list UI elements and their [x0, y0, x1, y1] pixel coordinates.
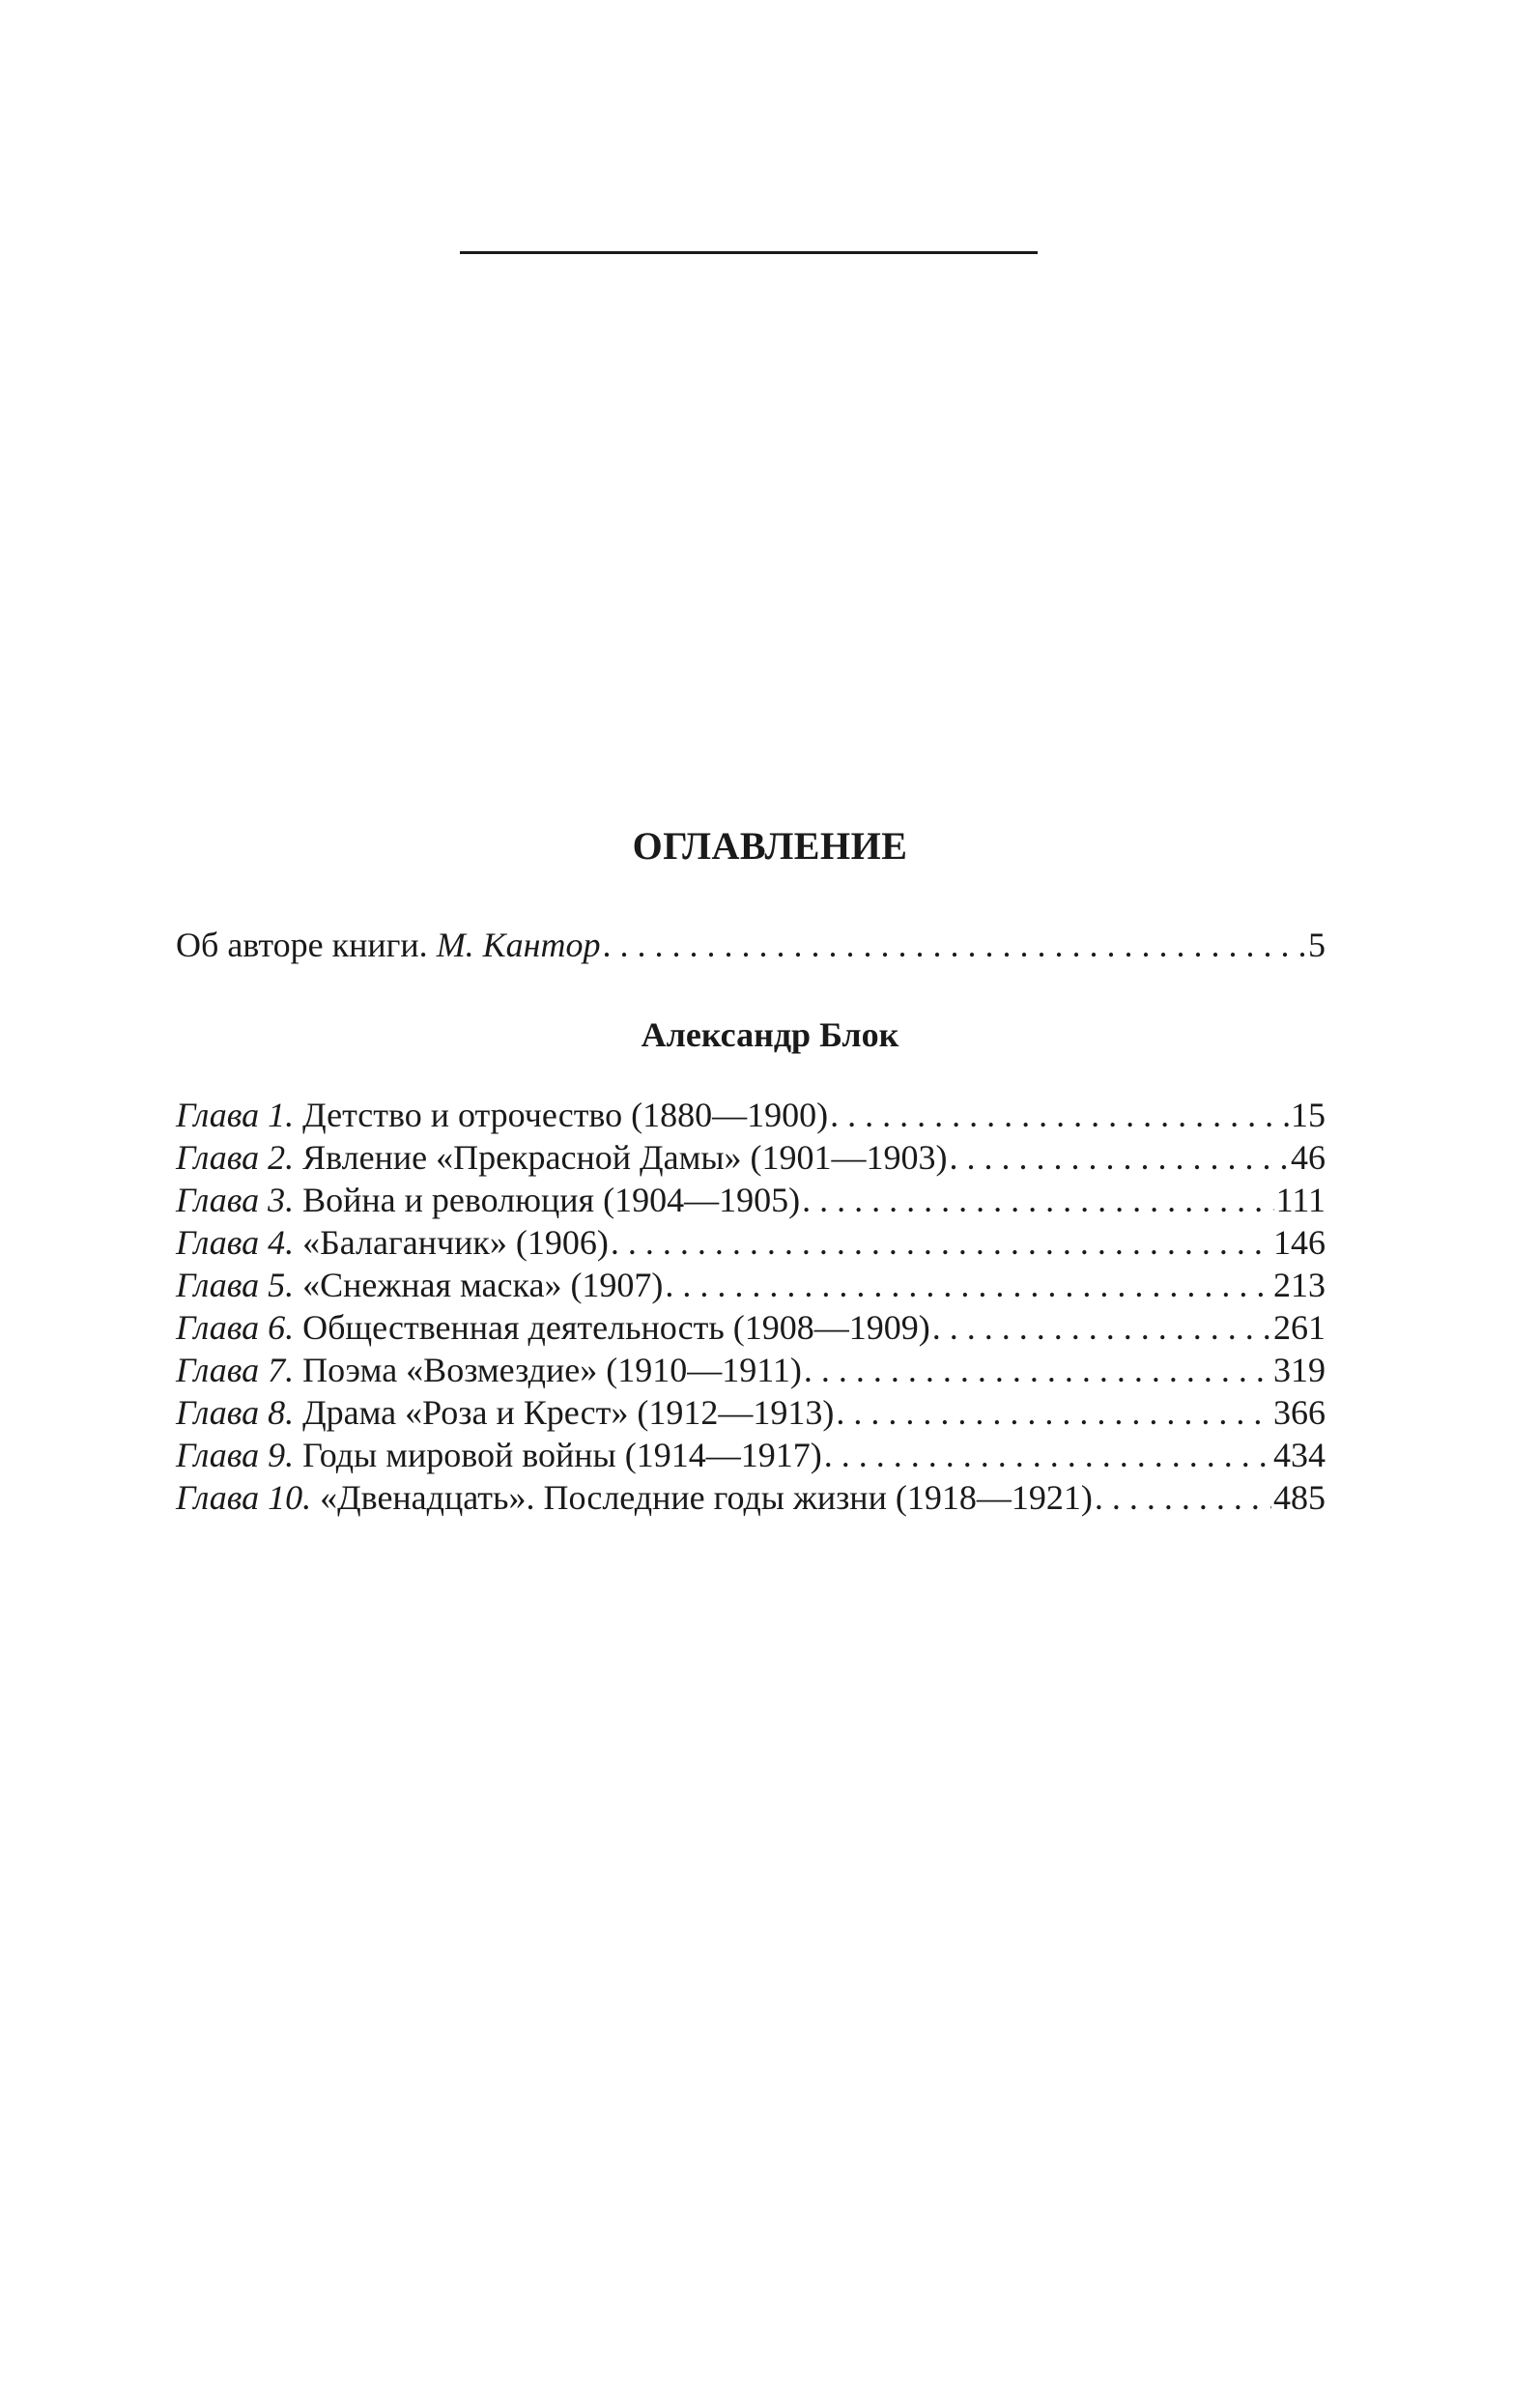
chapter-title: Годы мировой войны (1914—1917) — [302, 1436, 822, 1474]
dot-leader — [1095, 1476, 1271, 1519]
toc-intro-label: Об авторе книги. — [176, 926, 428, 964]
chapter-title: «Балаганчик» (1906) — [302, 1223, 609, 1262]
toc-entry-chapter-5[interactable] — [176, 1264, 1326, 1306]
toc-entry-chapter-4[interactable] — [176, 1221, 1326, 1264]
toc-entry-label — [176, 924, 600, 966]
toc-page-number: 434 — [1273, 1436, 1326, 1474]
top-rule — [460, 251, 1038, 254]
toc-entry-chapter-8[interactable] — [176, 1391, 1326, 1434]
dot-leader — [836, 1391, 1271, 1434]
dot-leader — [802, 1179, 1274, 1221]
chapter-prefix: Глава 4. — [176, 1223, 295, 1262]
toc-entry-intro[interactable] — [176, 924, 1326, 966]
section-heading: Александр Блок — [641, 1015, 899, 1054]
chapter-title: Детство и отрочество (1880—1900) — [302, 1096, 829, 1134]
toc-entry-chapter-7[interactable] — [176, 1349, 1326, 1391]
chapter-prefix: Глава 9. — [176, 1436, 295, 1474]
dot-leader — [804, 1349, 1271, 1391]
toc-page-number: 15 — [1291, 1096, 1326, 1134]
dot-leader — [932, 1306, 1271, 1349]
toc-entry-chapter-6[interactable] — [176, 1306, 1326, 1349]
chapter-prefix: Глава 6. — [176, 1308, 295, 1347]
toc-page-number: 146 — [1273, 1223, 1326, 1262]
chapter-prefix: Глава 2. — [176, 1138, 295, 1177]
toc-entry-chapter-9[interactable] — [176, 1434, 1326, 1476]
chapter-title: Явление «Прекрасной Дамы» (1901—1903) — [302, 1138, 948, 1177]
toc-entry-chapter-3[interactable] — [176, 1179, 1326, 1221]
chapter-title: Драма «Роза и Крест» (1912—1913) — [302, 1393, 835, 1432]
toc-page-number: 485 — [1273, 1478, 1326, 1517]
toc-intro-author: М. Кантор — [436, 926, 601, 964]
toc-entry-chapter-10[interactable] — [176, 1476, 1326, 1519]
toc-page-number: 319 — [1273, 1351, 1326, 1389]
chapter-prefix: Глава 3. — [176, 1181, 295, 1219]
chapter-prefix: Глава 1. — [176, 1096, 295, 1134]
toc-page-number: 213 — [1273, 1266, 1326, 1304]
chapter-prefix: Глава 5. — [176, 1266, 295, 1304]
chapter-prefix: Глава 7. — [176, 1351, 295, 1389]
toc-page-number: 261 — [1273, 1308, 1326, 1347]
dot-leader — [602, 924, 1306, 966]
chapter-title: Поэма «Возмездие» (1910—1911) — [302, 1351, 802, 1389]
dot-leader — [830, 1094, 1289, 1136]
chapter-title: Война и революция (1904—1905) — [302, 1181, 801, 1219]
chapter-title: «Снежная маска» (1907) — [302, 1266, 664, 1304]
dot-leader — [950, 1136, 1289, 1179]
chapter-prefix: Глава 8. — [176, 1393, 295, 1432]
chapter-prefix: Глава 10. — [176, 1478, 312, 1517]
chapter-title: Общественная деятельность (1908—1909) — [302, 1308, 930, 1347]
toc-entry-chapter-1[interactable] — [176, 1094, 1326, 1136]
toc-page-number: 46 — [1291, 1138, 1326, 1177]
dot-leader — [611, 1221, 1271, 1264]
chapter-title: «Двенадцать». Последние годы жизни (1918—1921) — [320, 1478, 1093, 1517]
toc-page-number: 366 — [1273, 1393, 1326, 1432]
toc-page-number: 5 — [1308, 926, 1326, 964]
toc-entry-chapter-2[interactable] — [176, 1136, 1326, 1179]
dot-leader — [824, 1434, 1271, 1476]
toc-page-number: 111 — [1275, 1181, 1326, 1219]
contents-title: ОГЛАВЛЕНИЕ — [632, 824, 908, 868]
dot-leader — [665, 1264, 1271, 1306]
